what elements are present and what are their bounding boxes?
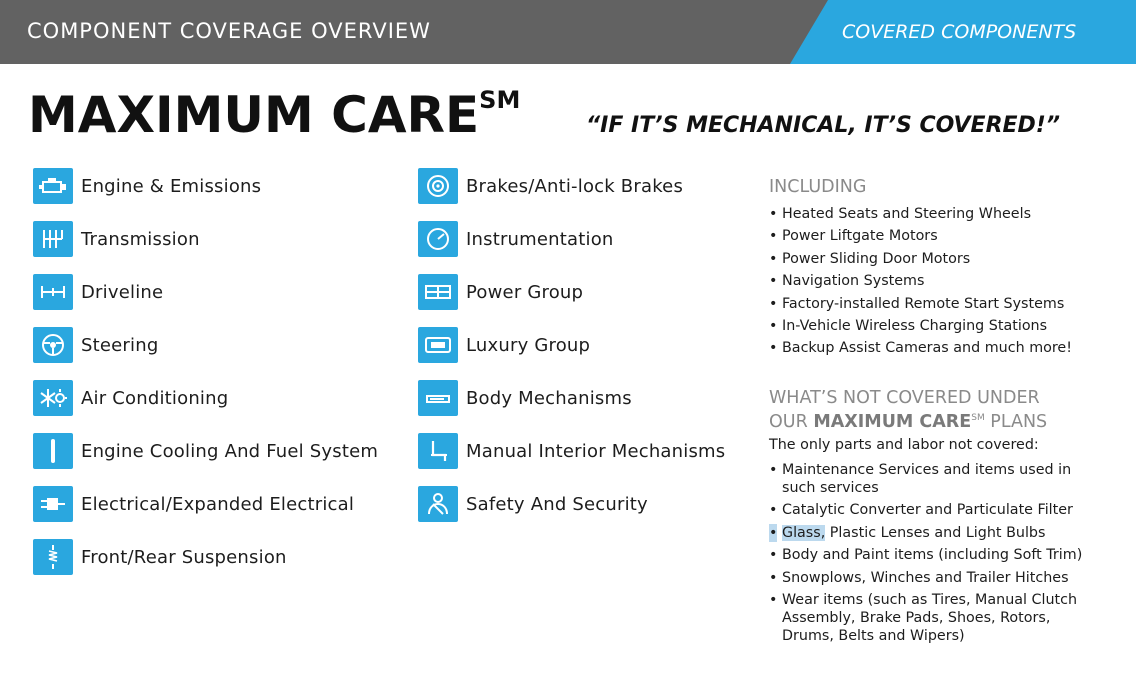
covered-components-tab-label[interactable]: COVERED COMPONENTS	[842, 21, 1077, 43]
component-label: Body Mechanisms	[466, 387, 632, 409]
including-heading: INCLUDING	[769, 177, 867, 197]
not-covered-heading-line1: WHAT’S NOT COVERED UNDER	[769, 388, 1040, 408]
component-label: Brakes/Anti-lock Brakes	[466, 175, 684, 197]
component-item	[33, 538, 287, 576]
component-label: Engine & Emissions	[81, 175, 262, 197]
list-item: • Power Liftgate Motors	[769, 227, 1109, 245]
list-item: • Wear items (such as Tires, Manual Clutch Assembly, Brake Pads, Shoes, Rotors, Drums, Belts and Wipers)	[769, 591, 1099, 645]
list-item: • Maintenance Services and items used in such services	[769, 461, 1099, 497]
list-item: • Power Sliding Door Motors	[769, 250, 1109, 268]
component-item	[33, 167, 261, 205]
component-item	[418, 485, 648, 523]
header-title: COMPONENT COVERAGE OVERVIEW	[27, 19, 431, 43]
component-label: Front/Rear Suspension	[81, 546, 287, 568]
component-item	[33, 326, 158, 364]
gear-shift-icon	[33, 221, 73, 257]
not-covered-list	[769, 461, 1099, 649]
list-item: • Backup Assist Cameras and much more!	[769, 339, 1109, 357]
brake-disc-icon	[418, 168, 458, 204]
component-item	[33, 485, 354, 523]
component-label: Safety And Security	[466, 493, 648, 515]
service-mark: SM	[479, 86, 521, 115]
component-item	[33, 273, 163, 311]
component-item	[33, 220, 200, 258]
component-label: Luxury Group	[466, 334, 591, 356]
list-item	[769, 524, 1099, 542]
thermometer-icon	[33, 433, 73, 469]
shock-absorber-icon	[33, 539, 73, 575]
component-item	[418, 432, 725, 470]
including-list	[769, 205, 1109, 362]
component-label: Transmission	[81, 228, 200, 250]
component-label: Driveline	[81, 281, 164, 303]
plan-tagline: “IF IT’S MECHANICAL, IT’S COVERED!”	[586, 113, 1061, 138]
component-label: Power Group	[466, 281, 584, 303]
gauge-icon	[418, 221, 458, 257]
component-item	[418, 326, 590, 364]
door-handle-icon	[418, 380, 458, 416]
component-item	[418, 379, 632, 417]
power-window-icon	[418, 274, 458, 310]
component-label: Air Conditioning	[81, 387, 229, 409]
heading-plan-name: MAXIMUM CARE	[813, 411, 972, 432]
heading-service-mark: SM	[971, 413, 985, 423]
heading-suffix: PLANS	[984, 411, 1048, 432]
list-item: • Snowplows, Winches and Trailer Hitches	[769, 569, 1099, 587]
not-covered-heading-line2	[769, 408, 1047, 432]
list-item: • In-Vehicle Wireless Charging Stations	[769, 317, 1109, 335]
not-covered-intro: The only parts and labor not covered:	[769, 437, 1039, 453]
component-label: Steering	[81, 334, 159, 356]
list-item: • Heated Seats and Steering Wheels	[769, 205, 1109, 223]
component-item	[33, 432, 378, 470]
seat-icon	[418, 433, 458, 469]
radio-icon	[418, 327, 458, 363]
component-label: Electrical/Expanded Electrical	[81, 493, 355, 515]
component-item	[418, 167, 683, 205]
component-item	[418, 220, 614, 258]
plan-title	[28, 86, 520, 144]
list-item: • Factory-installed Remote Start Systems	[769, 295, 1109, 313]
plug-icon	[33, 486, 73, 522]
list-item: • Body and Paint items (including Soft Trim)	[769, 546, 1099, 564]
highlighted-text[interactable]: Glass,	[782, 524, 826, 541]
component-label: Manual Interior Mechanisms	[466, 440, 726, 462]
list-item-text: Plastic Lenses and Light Bulbs	[825, 524, 1046, 541]
component-item	[33, 379, 228, 417]
axle-icon	[33, 274, 73, 310]
steering-wheel-icon	[33, 327, 73, 363]
component-label: Instrumentation	[466, 228, 614, 250]
list-item: • Navigation Systems	[769, 272, 1109, 290]
snowflake-sun-icon	[33, 380, 73, 416]
not-covered-heading	[769, 388, 1047, 432]
component-item	[418, 273, 583, 311]
component-label: Engine Cooling And Fuel System	[81, 440, 379, 462]
plan-name: MAXIMUM CARE	[28, 86, 480, 144]
list-item: • Catalytic Converter and Particulate Filter	[769, 501, 1099, 519]
heading-prefix: OUR	[769, 411, 814, 432]
seatbelt-person-icon	[418, 486, 458, 522]
engine-icon	[33, 168, 73, 204]
